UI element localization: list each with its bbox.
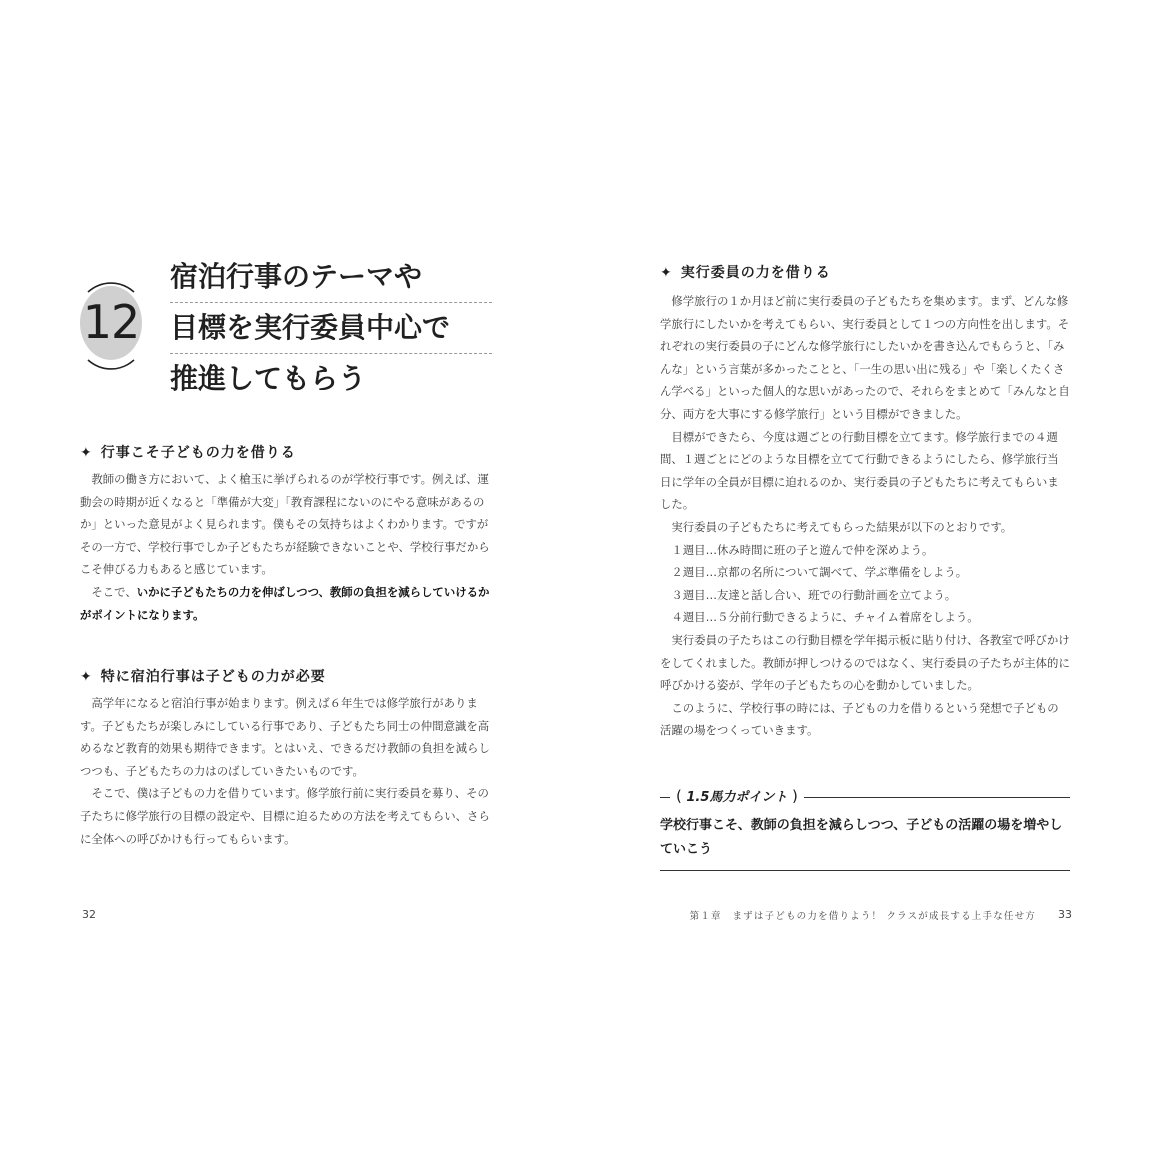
- paragraph: 実行委員の子たちはこの行動目標を学年掲示板に貼り付け、各教室で呼びかけをしてくれました。教師が押しつけるのではなく、実行委員の子たちが主体的に呼びかける姿が、学年の子どもたちの心を動かしていました。: [660, 632, 1070, 693]
- paragraph: そこで、僕は子どもの力を借りています。修学旅行前に実行委員を募り、その子たちに修学旅行の目標の設定や、目標に迫るための方法を考えてもらい、さらに全体への呼びかけも行ってもらいます。: [80, 786, 490, 846]
- point-text: 学校行事こそ、教師の負担を減らしつつ、子どもの活躍の場を増やしていこう: [660, 818, 1063, 857]
- paragraph: 高学年になると宿泊行事が始まります。例えば６年生では修学旅行があります。子どもたちが楽しみにしている行事であり、子どもたち同士の仲間意識を高めるなど教育的効果も期待できます。とはいえ、できるだけ教師の負担を減らしつつも、子どもたちの力はのばしていきたいものです。: [80, 696, 490, 778]
- section-3-body: [660, 290, 1070, 742]
- list-item: ２週目…京都の名所について調べて、学ぶ準備をしよう。: [671, 565, 968, 580]
- chapter-number: 12: [82, 295, 140, 349]
- section-heading-2: [80, 666, 326, 686]
- list-item: ４週目…５分前行動できるように、チャイム着席をしよう。: [671, 610, 979, 625]
- section-heading-3: [660, 262, 831, 282]
- four-point-star-icon: ✦: [660, 265, 673, 281]
- point-divider-bottom: [660, 870, 1070, 871]
- paragraph: このように、学校行事の時には、子どもの力を借りるという発想で子どもの活躍の場をつくっていきます。: [660, 700, 1059, 738]
- emphasis-text: いかに子どもたちの力を伸ばしつつ、教師の負担を減らしていけるかがポイントになります。: [80, 584, 490, 622]
- running-head: 第１章 まずは子どもの力を借りよう！ クラスが成長する上手な任せ方: [689, 911, 1036, 922]
- article-title: [170, 252, 492, 404]
- paragraph: 目標ができたら、今度は週ごとの行動目標を立てます。修学旅行までの４週間、１週ごとにどのような目標を立てて行動できるようにしたら、修学旅行当日に学年の全員が目標に迫れるのか、実行委員の子どもたちに考えてもらいました。: [660, 429, 1059, 512]
- chapter-number-badge: [76, 270, 146, 382]
- four-point-star-icon: ✦: [80, 669, 93, 685]
- page-number-right: 33: [1058, 908, 1072, 921]
- section-heading-1: [80, 442, 296, 462]
- section-1-body: [80, 468, 492, 626]
- list-item: １週目…休み時間に班の子と遊んで仲を深めよう。: [671, 542, 934, 557]
- section-heading-3-text: 実行委員の力を借りる: [680, 265, 831, 281]
- title-line-3: 推進してもらう: [170, 362, 367, 395]
- paragraph-lead: そこで、: [91, 584, 137, 599]
- point-title-row: [660, 784, 1070, 812]
- point-title: ( 1.5馬力ポイント ): [670, 786, 804, 805]
- paragraph: 教師の働き方において、よく槍玉に挙げられるのが学校行事です。例えば、運動会の時期が近くなると「準備が大変」「教育課程にないのにやる意味があるのか」といった意見がよく見られます。僕もその気持ちはよくわかります。ですがその一方で、学校行事でしか子どもたちが経験できないことや、学校行事だからこそ伸びる力もあると感じています。: [80, 472, 490, 577]
- point-title-text: 1.5馬力ポイント: [686, 790, 788, 805]
- right-page: [575, 0, 1150, 1150]
- title-line-2: 目標を実行委員中心で: [170, 303, 492, 354]
- four-point-star-icon: ✦: [80, 445, 93, 461]
- title-line-1: 宿泊行事のテーマや: [170, 252, 492, 303]
- paragraph-emphasis: [80, 581, 492, 626]
- paragraph: 実行委員の子どもたちに考えてもらった結果が以下のとおりです。: [671, 519, 1013, 534]
- section-2-body: [80, 692, 492, 850]
- page-number-left: 32: [82, 908, 96, 921]
- list-item: ３週目…友達と話し合い、班での行動計画を立てよう。: [671, 587, 957, 602]
- paragraph: 修学旅行の１か月ほど前に実行委員の子どもたちを集めます。まず、どんな修学旅行にしたいかを考えてもらい、実行委員として１つの方向性を出します。それぞれの実行委員の子にどんな修学旅行にしたいかを書き込んでもらうと、「みんな」という言葉が多かったことと、「一生の思い出に残る」や「楽しくたくさん学べる」といった個人的な思いがあったので、それらをまとめて「みんなと自分、両方を大事にする修学旅行」という目標ができました。: [660, 294, 1070, 421]
- section-heading-2-text: 特に宿泊行事は子どもの力が必要: [100, 669, 326, 685]
- point-box: [660, 784, 1070, 871]
- section-heading-1-text: 行事こそ子どもの力を借りる: [100, 445, 296, 461]
